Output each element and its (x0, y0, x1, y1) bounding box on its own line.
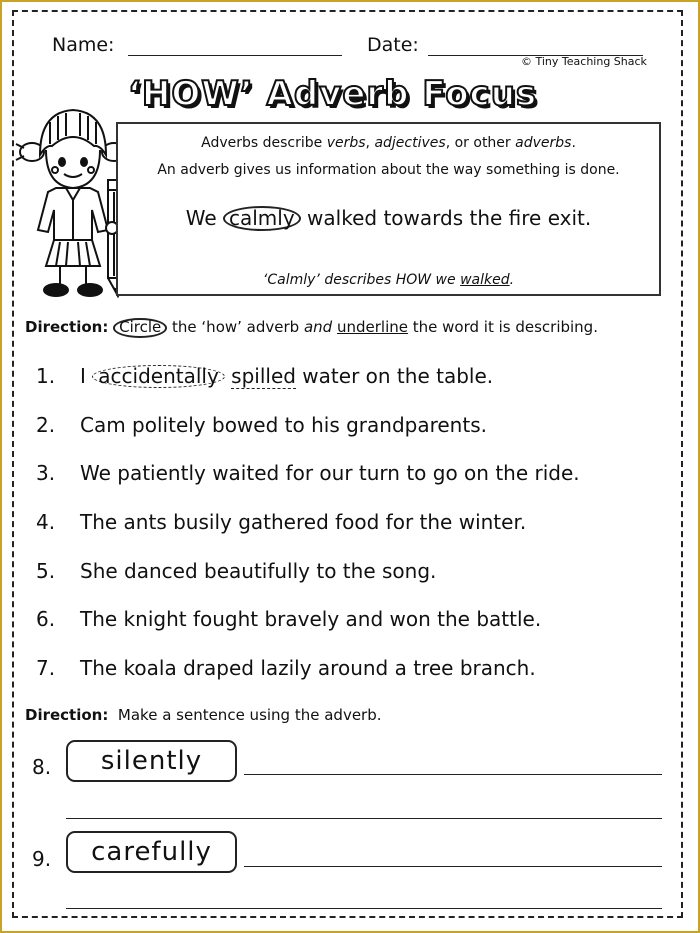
sentence-item[interactable]: 6. The knight fought bravely and won the battle. (36, 607, 542, 631)
name-line[interactable] (128, 55, 342, 56)
date-label: Date: (367, 34, 419, 56)
direction-2: Direction: Make a sentence using the adverb. (25, 706, 382, 724)
page-title: ‘HOW’ Adverb Focus (128, 74, 538, 114)
example-circled-adverb: accidentally (92, 365, 225, 388)
name-label: Name: (52, 34, 115, 56)
example-adverb-circled: calmly (223, 206, 301, 231)
writing-line[interactable] (66, 818, 662, 819)
info-example-sentence: We calmly walked towards the fire exit. (185, 206, 592, 230)
info-line-2: An adverb gives us information about the way something is done. (157, 162, 620, 178)
circle-word: Circle (113, 318, 167, 338)
writing-number-9: 9. (32, 847, 52, 871)
sentence-item[interactable]: 4. The ants busily gathered food for the winter. (36, 510, 527, 534)
writing-line[interactable] (66, 908, 662, 909)
example-underlined-verb: spilled (231, 364, 296, 388)
copyright-text: © Tiny Teaching Shack (521, 55, 647, 68)
sentence-item[interactable]: 5. She danced beautifully to the song. (36, 559, 437, 583)
sentence-item-1: 1. I accidentally spilled water on the table. (36, 364, 494, 388)
direction-1: Direction: Circle the ‘how’ adverb and underline the word it is describing. (25, 318, 598, 336)
info-line-1: Adverbs describe verbs, adjectives, or other adverbs. (201, 135, 576, 151)
info-note: ‘Calmly’ describes HOW we walked. (262, 272, 515, 288)
writing-line[interactable] (244, 866, 662, 867)
sentence-item[interactable]: 3. We patiently waited for our turn to go on the ride. (36, 461, 580, 485)
adverb-word-box: silently (66, 740, 237, 782)
adverb-word-box: carefully (66, 831, 237, 873)
writing-line[interactable] (244, 774, 662, 775)
sentence-item[interactable]: 7. The koala draped lazily around a tree branch. (36, 656, 536, 680)
sentence-item[interactable]: 2. Cam politely bowed to his grandparents. (36, 413, 487, 437)
writing-number-8: 8. (32, 755, 52, 779)
